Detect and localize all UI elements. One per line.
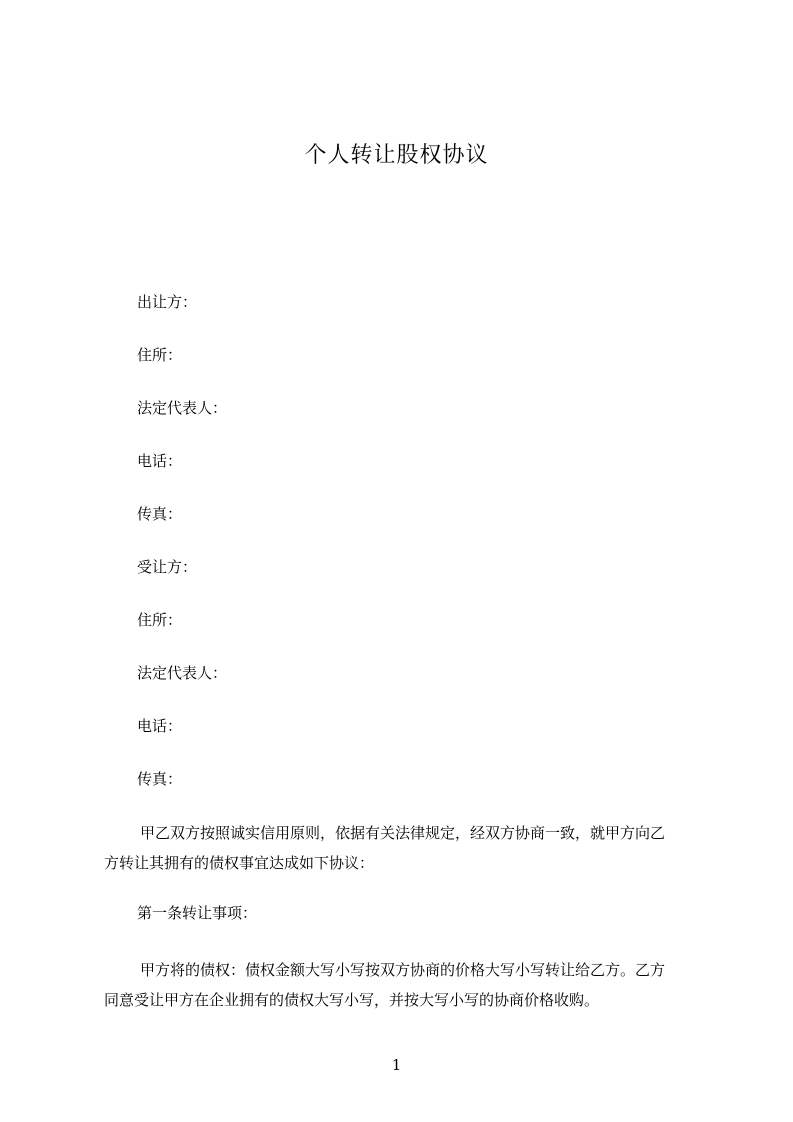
transferor-party-label: 出让方： — [137, 293, 198, 311]
preamble-line-1: 甲乙双方按照诚实信用原则，依据有关法律规定，经双方协商一致，就甲方向乙 — [140, 824, 666, 842]
transferee-address-label: 住所： — [137, 611, 183, 629]
article-1-line-2: 同意受让甲方在企业拥有的债权大写小写，并按大写小写的协商价格收购。 — [104, 991, 600, 1009]
transferee-party-label: 受让方： — [137, 558, 198, 576]
article-1-heading: 第一条转让事项： — [137, 904, 258, 922]
transferee-phone-label: 电话： — [137, 717, 183, 735]
article-1-line-1: 甲方将的债权：债权金额大写小写按双方协商的价格大写小写转让给乙方。乙方 — [140, 961, 666, 979]
preamble-paragraph — [104, 818, 704, 878]
transferor-phone-label: 电话： — [137, 452, 183, 470]
article-1-paragraph — [104, 955, 704, 1015]
transferee-fax-label: 传真： — [137, 770, 183, 788]
transferee-legal-rep-label: 法定代表人： — [137, 664, 228, 682]
transferor-legal-rep-label: 法定代表人： — [137, 399, 228, 417]
transferor-fax-label: 传真： — [137, 505, 183, 523]
document-title: 个人转让股权协议 — [304, 143, 489, 168]
preamble-line-2: 方转让其拥有的债权事宜达成如下协议： — [104, 854, 375, 872]
transferor-address-label: 住所： — [137, 346, 183, 364]
page-number: 1 — [391, 1056, 402, 1074]
